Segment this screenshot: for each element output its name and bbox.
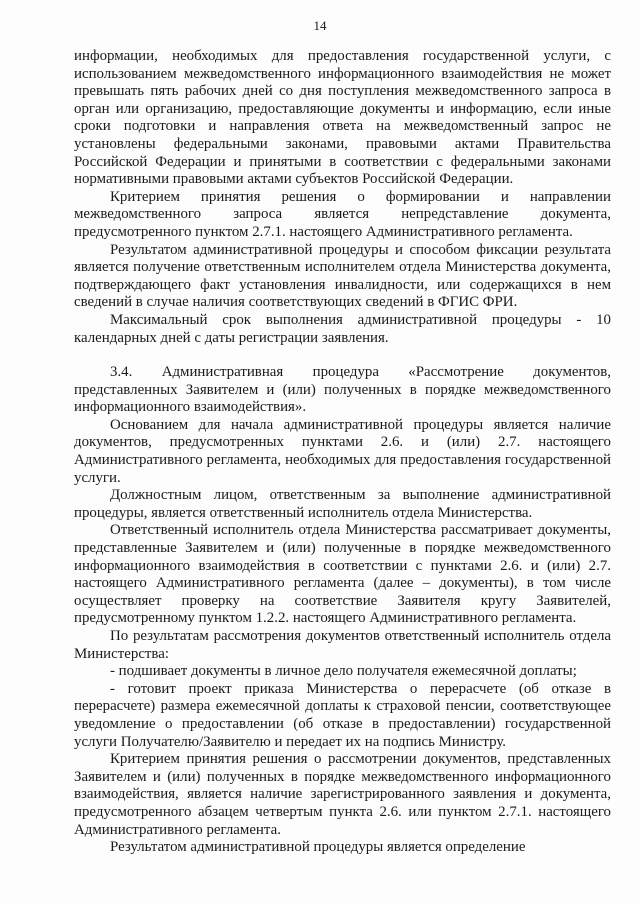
page-number: 14 bbox=[313, 18, 327, 33]
paragraph-result-start: Результатом административной процедуры является определение bbox=[110, 839, 526, 856]
paragraph-procedure-result: Результатом административной процедуры и способом фиксации результата является получение ответственным исполнителем отдела Министерства документа, подтверждающего факт установления инвалидности, или содержащихся в нем сведений в случае наличия соответствующих сведений в ФГИС ФРИ. bbox=[74, 241, 611, 311]
list-item: - готовит проект приказа Министерства о перерасчете (об отказе в перерасчете) размера ежемесячной доплаты к страховой пенсии, соответствующее уведомление о предоставлении (об отказе в предоставлении) государственной услуги Получателю/Заявителю и передает их на подпись Министру. bbox=[74, 680, 611, 750]
list-item: - подшивает документы в личное дело получателя ежемесячной доплаты; bbox=[110, 663, 577, 680]
section-heading-3-4: 3.4. Административная процедура «Рассмотрение документов, представленных Заявителем и (или) полученных в порядке межведомственного информационного взаимодействия». bbox=[74, 364, 611, 416]
paragraph-review-results: По результатам рассмотрения документов ответственный исполнитель отдела Министерства: bbox=[74, 628, 611, 662]
paragraph-responsible-official: Должностным лицом, ответственным за выполнение административной процедуры, является ответственный исполнитель отдела Министерства. bbox=[74, 487, 611, 521]
paragraph-document-review: Ответственный исполнитель отдела Министерства рассматривает документы, представленные Заявителем и (или) полученные в порядке межведомственного информационного взаимодействия в соответствии с пунктами 2.6. и (или) 2.7. настоящего Административного регламента (далее – документы), в том числе осуществляет проверку на соответствие Заявителя кругу Заявителей, предусмотренному пунктом 1.2.2. настоящего Административного регламента. bbox=[74, 522, 611, 627]
paragraph-procedure-basis: Основанием для начала административной процедуры является наличие документов, предусмотренных пунктами 2.6. и (или) 2.7. настоящего Административного регламента, необходимых для предоставления государственной услуги. bbox=[74, 416, 611, 486]
paragraph-request-criterion: Критерием принятия решения о формировании и направлении межведомственного запроса является непредставление документа, предусмотренного пунктом 2.7.1. настоящего Административного регламента. bbox=[74, 188, 611, 240]
document-body bbox=[74, 48, 611, 857]
paragraph-continuation: информации, необходимых для предоставления государственной услуги, с использованием межведомственного информационного взаимодействия не может превышать пять рабочих дней со дня поступления межведомственного запроса в орган или организацию, предоставляющие документы и информацию, если иные сроки подготовки и направления ответа на межведомственный запрос не установлены федеральными законами, правовыми актами Правительства Российской Федерации и принятыми в соответствии с федеральными законами нормативными правовыми актами субъектов Российской Федерации. bbox=[74, 48, 611, 188]
paragraph-max-duration: Максимальный срок выполнения административной процедуры - 10 календарных дней с даты регистрации заявления. bbox=[74, 311, 611, 346]
paragraph-review-criterion: Критерием принятия решения о рассмотрении документов, представленных Заявителем и (или) полученных в порядке межведомственного информационного взаимодействия, является наличие зарегистрированного заявления и документа, предусмотренного абзацем четвертым пункта 2.6. или пунктом 2.7.1. настоящего Административного регламента. bbox=[74, 751, 611, 838]
